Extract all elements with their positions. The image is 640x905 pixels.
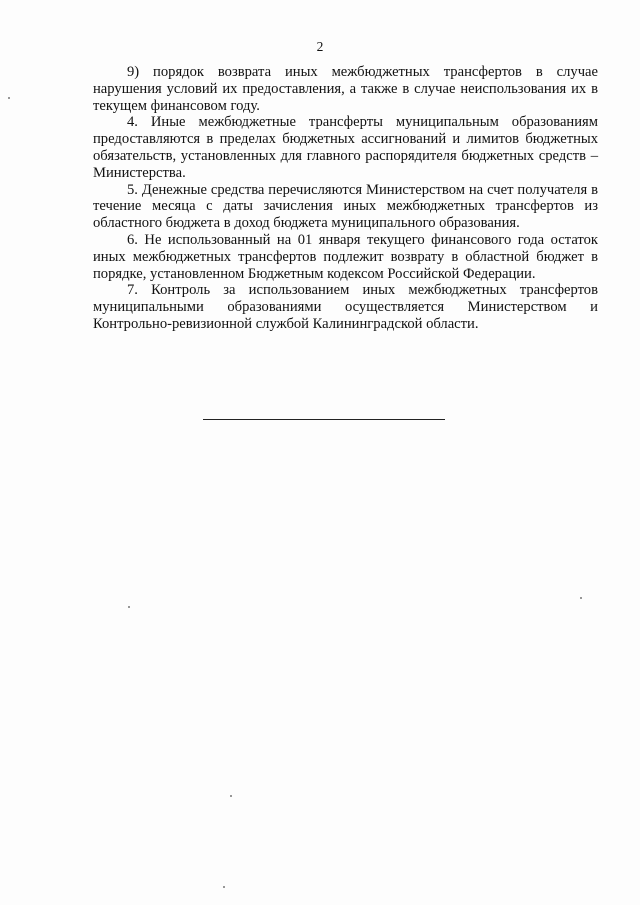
scan-speck — [8, 97, 10, 99]
scan-speck — [580, 597, 582, 599]
scan-speck — [230, 795, 232, 797]
scan-speck — [223, 886, 225, 888]
end-of-text-divider — [203, 419, 445, 420]
paragraph-clause-4: 4. Иные межбюджетные трансферты муниципальным образованиям предоставляются в пределах бюджетных ассигнований и лимитов бюджетных обязательств, установленных для главного распорядителя бюджетных средств – Министерства. — [93, 114, 598, 181]
paragraph-clause-7: 7. Контроль за использованием иных межбюджетных трансфертов муниципальными образованиями осуществляется Министерством и Контрольно-ревизионной службой Калининградской области. — [93, 282, 598, 332]
paragraph-item-9: 9) порядок возврата иных межбюджетных трансфертов в случае нарушения условий их предоставления, а также в случае неиспользования их в текущем финансовом году. — [93, 64, 598, 114]
paragraph-clause-5: 5. Денежные средства перечисляются Министерством на счет получателя в течение месяца с даты зачисления иных межбюджетных трансфертов из областного бюджета в доход бюджета муниципального образования. — [93, 181, 598, 232]
paragraph-clause-6: 6. Не использованный на 01 января текущего финансового года остаток иных межбюджетных трансфертов подлежит возврату в областной бюджет в порядке, установленном Бюджетным кодексом Российской Федерации. — [93, 231, 598, 282]
document-body — [93, 64, 598, 333]
page-number: 2 — [316, 39, 324, 54]
scan-speck — [128, 606, 130, 608]
